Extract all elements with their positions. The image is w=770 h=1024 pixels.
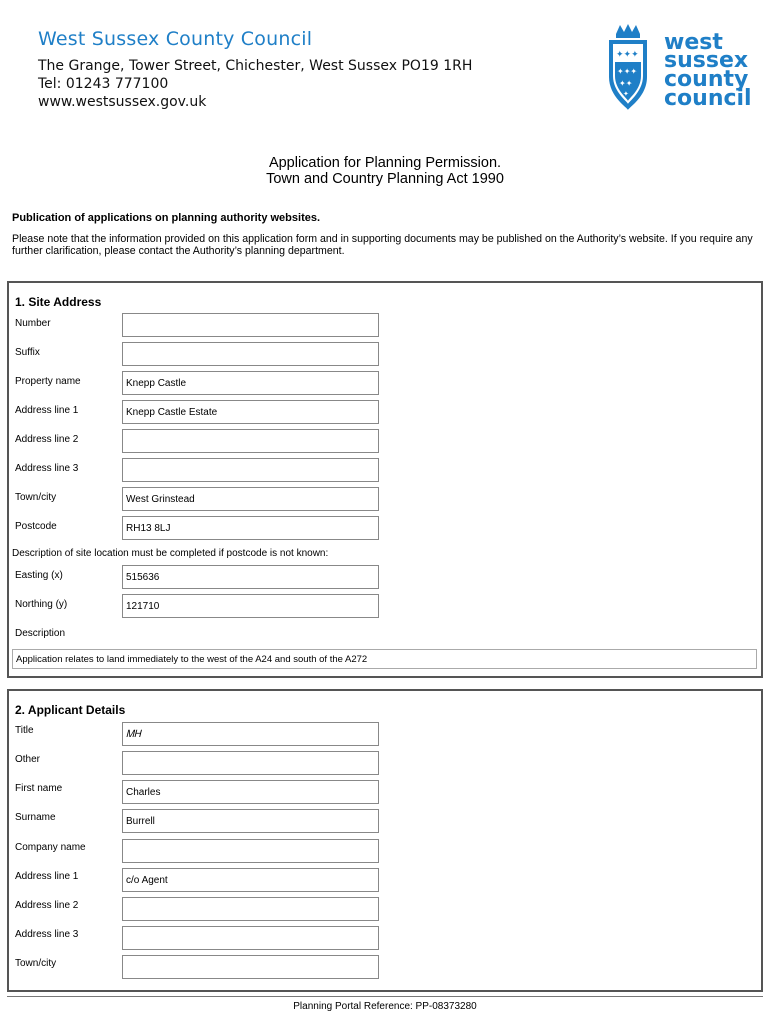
planning-portal-reference: Planning Portal Reference: PP-08373280 [293,1001,477,1012]
field-label: Town/city [15,958,57,969]
applicant-details-section [7,689,763,992]
title-input[interactable]: ᎷᎻ [122,722,379,746]
field-label: Postcode [15,521,57,532]
site-postcode-input[interactable]: RH13 8LJ [122,516,379,540]
svg-text:✦✦✦: ✦✦✦ [616,49,639,59]
field-label: Town/city [15,492,57,503]
field-label: Other [15,754,41,765]
logo-word-county: county [664,67,749,92]
field-label: Company name [15,842,86,853]
surname-input[interactable]: Burrell [122,809,379,833]
field-label: Number [15,318,51,329]
northing-input[interactable]: 121710 [122,594,379,618]
svg-text:✦: ✦ [623,91,629,98]
applicant-address-line-3-input[interactable] [122,926,379,950]
section-title: 1. Site Address [15,295,102,309]
field-label: Address line 3 [15,929,79,940]
first-name-input[interactable]: Charles [122,780,379,804]
field-label: Address line 1 [15,871,79,882]
council-address: The Grange, Tower Street, Chichester, West Sussex PO19 1RH [38,58,473,74]
field-label: Address line 3 [15,463,79,474]
site-town-input[interactable]: West Grinstead [122,487,379,511]
applicant-address-line-2-input[interactable] [122,897,379,921]
form-subtitle: Town and Country Planning Act 1990 [266,171,504,187]
suffix-input[interactable] [122,342,379,366]
logo-word-council: council [664,86,752,111]
easting-input[interactable]: 515636 [122,565,379,589]
publication-heading: Publication of applications on planning authority websites. [12,212,321,224]
applicant-town-input[interactable] [122,955,379,979]
field-label: Title [15,725,34,736]
site-address-line-1-input[interactable]: Knepp Castle Estate [122,400,379,424]
field-label: Suffix [15,347,40,358]
field-label: Property name [15,376,81,387]
field-label: Northing (y) [15,599,68,610]
applicant-address-line-1-input[interactable]: c/o Agent [122,868,379,892]
location-note: Description of site location must be completed if postcode is not known: [12,548,329,559]
field-label: Description [15,628,66,639]
field-label: Surname [15,812,56,823]
field-label: Easting (x) [15,570,63,581]
field-label: First name [15,783,63,794]
council-name: West Sussex County Council [38,28,313,50]
company-name-input[interactable] [122,839,379,863]
field-label: Address line 2 [15,900,79,911]
site-description-input[interactable]: Application relates to land immediately to the west of the A24 and south of the A272 [12,649,757,669]
publication-note: Please note that the information provided on this application form and in supporting documents may be published on the Authority’s website. If you require any further clarification, please contact the Authority’s planning department. [12,233,753,257]
section-title: 2. Applicant Details [15,703,126,717]
number-input[interactable] [122,313,379,337]
council-telephone: Tel: 01243 777100 [38,76,169,92]
site-address-line-3-input[interactable] [122,458,379,482]
site-address-line-2-input[interactable] [122,429,379,453]
council-website: www.westsussex.gov.uk [38,94,207,110]
logo-word-west: west [664,30,723,55]
property-name-input[interactable]: Knepp Castle [122,371,379,395]
svg-text:✦✦✦: ✦✦✦ [617,67,638,76]
other-title-input[interactable] [122,751,379,775]
field-label: Address line 2 [15,434,79,445]
svg-text:✦✦: ✦✦ [619,79,633,88]
form-title: Application for Planning Permission. [268,155,502,171]
logo-word-sussex: sussex [664,48,749,73]
field-label: Address line 1 [15,405,79,416]
footer-divider [7,996,763,997]
site-address-section [7,281,763,678]
